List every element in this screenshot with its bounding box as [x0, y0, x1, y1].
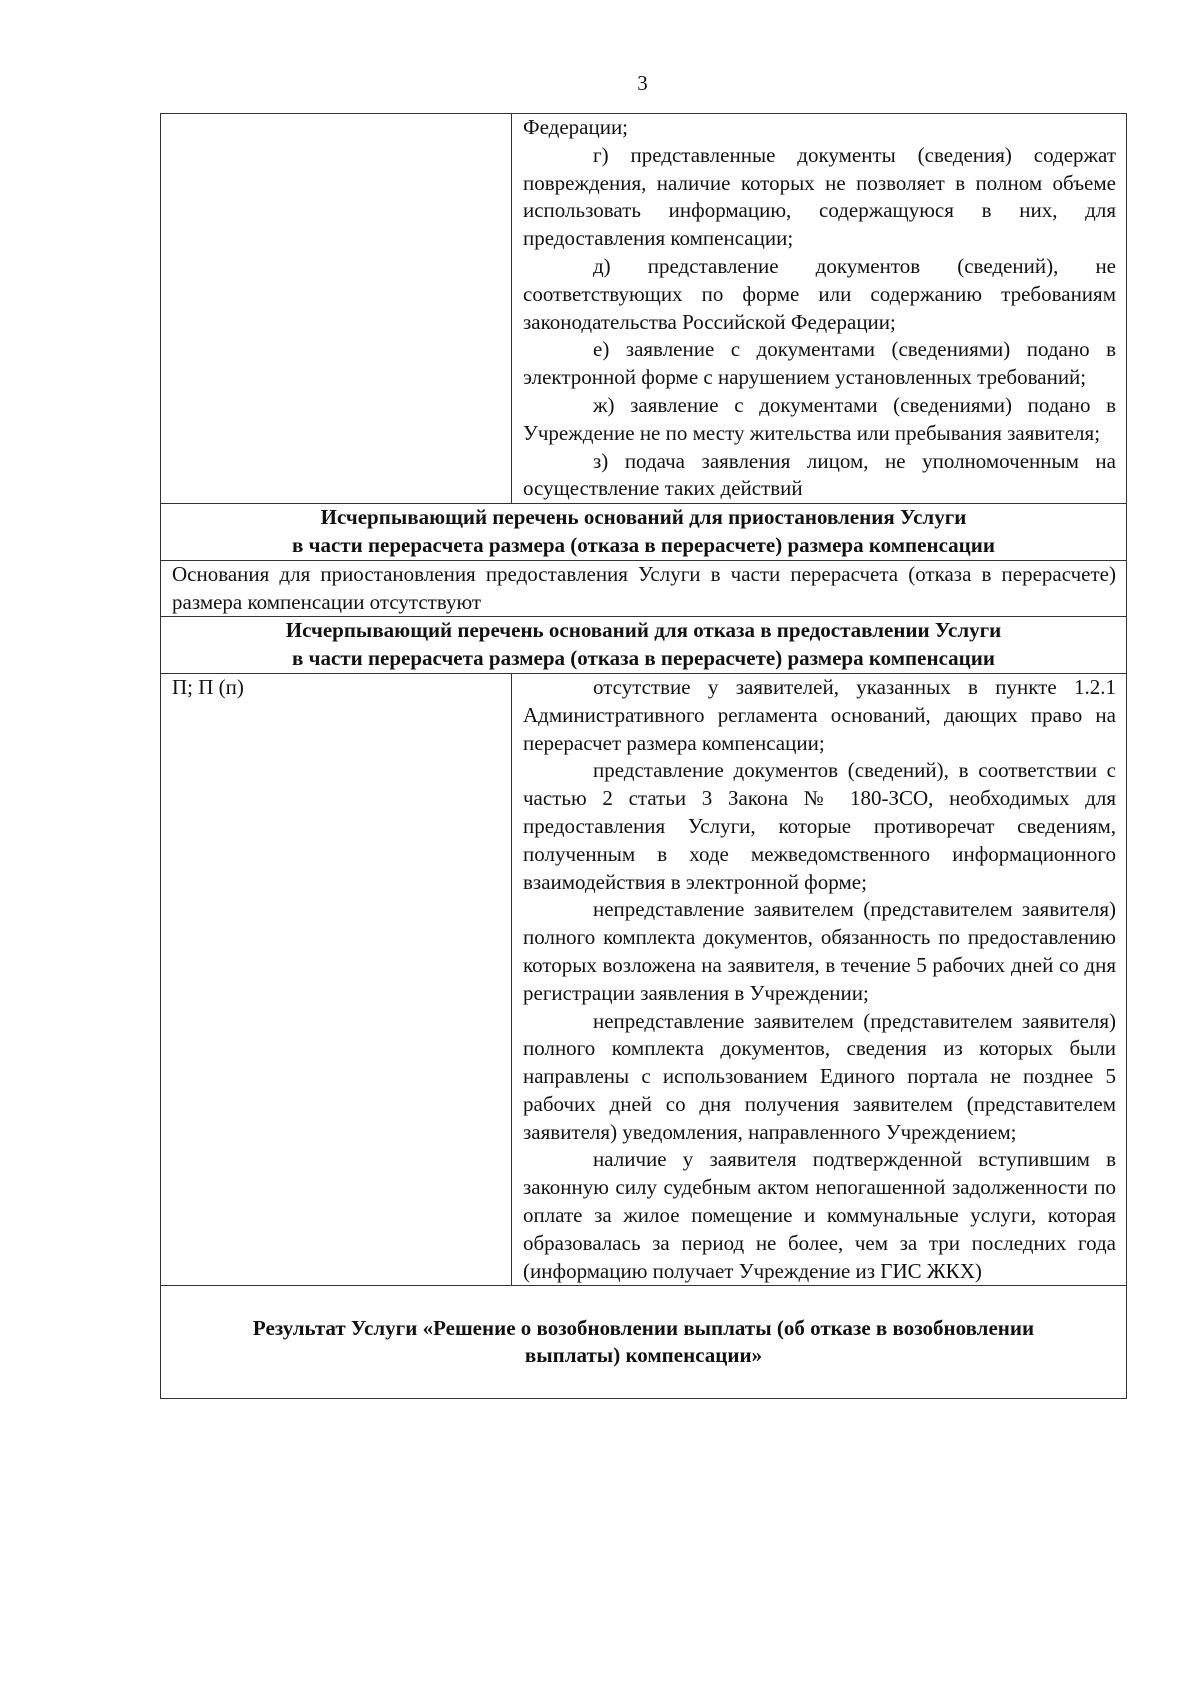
list-item: з) подача заявления лицом, не уполномоченным на осуществление таких действий [523, 448, 1116, 501]
suspension-text: Основания для приостановления предоставления Услуги в части перерасчета (отказа в перерасчете) размера компенсации отсутствуют [161, 560, 1127, 617]
result-heading [161, 1286, 1127, 1399]
heading-line: Исчерпывающий перечень оснований для отказа в предоставлении Услуги [285, 618, 1002, 643]
heading-line: в части перерасчета размера (отказа в перерасчете) размера компенсации [292, 532, 995, 557]
table-row [161, 1286, 1127, 1399]
heading-line: Исчерпывающий перечень оснований для приостановления Услуги [320, 505, 967, 530]
right-cell-refusal-list [512, 673, 1127, 1286]
regulation-table [160, 113, 1127, 1399]
left-cell-reference: П; П (п) [161, 673, 512, 1286]
list-item: е) заявление с документами (сведениями) подано в электронной форме с нарушением установленных требований; [523, 337, 1116, 390]
table-row [161, 504, 1127, 561]
list-item: отсутствие у заявителей, указанных в пункте 1.2.1 Административного регламента оснований, дающих право на перерасчет размера компенсации; [523, 674, 1116, 755]
right-cell-grounds-list [512, 114, 1127, 504]
list-item: представление документов (сведений), в соответствии с частью 2 статьи 3 Закона № 180-ЗСО, необходимых для предоставления Услуги, которые противоречат сведениям, полученным в ходе межведомственного информационного взаимодействия в электронной форме; [523, 758, 1116, 894]
left-cell-empty [161, 114, 512, 504]
list-item: непредставление заявителем (представителем заявителя) полного комплекта документов, обязанность по предоставлению которых возложена на заявителя, в течение 5 рабочих дней со дня регистрации заявления в Учреждении; [523, 897, 1116, 1005]
heading-line: выплаты) компенсации» [524, 1343, 763, 1368]
heading-line: Результат Услуги «Решение о возобновлении выплаты (об отказе в возобновлении [252, 1315, 1035, 1340]
list-item: г) представленные документы (сведения) содержат повреждения, наличие которых не позволяет в полном объеме использовать информацию, содержащуюся в них, для предоставления компенсации; [523, 142, 1116, 251]
list-item: ж) заявление с документами (сведениями) подано в Учреждение не по месту жительства или пребывания заявителя; [523, 392, 1116, 445]
table-row [161, 617, 1127, 674]
table-row [161, 560, 1127, 617]
page-number: 3 [637, 71, 648, 95]
heading-line: в части перерасчета размера (отказа в перерасчете) размера компенсации [292, 646, 995, 671]
list-item: Федерации; [523, 115, 629, 139]
refusal-heading [161, 617, 1127, 674]
table-row [161, 114, 1127, 504]
suspension-heading [161, 504, 1127, 561]
list-item: д) представление документов (сведений), не соответствующих по форме или содержанию требованиям законодательства Российской Федерации; [523, 253, 1116, 334]
list-item: наличие у заявителя подтвержденной вступившим в законную силу судебным актом непогашенной задолженности по оплате за жилое помещение и коммунальные услуги, которая образовалась за период не более, чем за три последних года (информацию получает Учреждение из ГИС ЖКХ) [523, 1147, 1116, 1283]
list-item: непредставление заявителем (представителем заявителя) полного комплекта документов, сведения из которых были направлены с использованием Единого портала не позднее 5 рабочих дней со дня получения заявителем (представителем заявителя) уведомления, направленного Учреждением; [523, 1008, 1116, 1144]
table-row [161, 673, 1127, 1286]
